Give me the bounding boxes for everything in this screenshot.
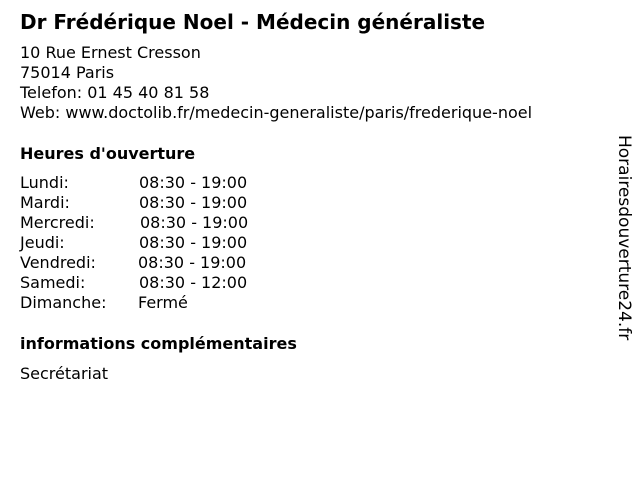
city-postcode: 75014 Paris — [20, 63, 115, 82]
day-label: Mercredi: — [20, 213, 95, 232]
time-value: 08:30 - 19:00 — [139, 193, 248, 212]
time-value: 08:30 - 19:00 — [140, 213, 249, 232]
contact-details — [20, 43, 532, 123]
time-value: 08:30 - 19:00 — [138, 253, 247, 272]
day-label: Jeudi: — [20, 233, 65, 252]
day-label: Dimanche: — [20, 293, 107, 312]
time-value: 08:30 - 19:00 — [139, 173, 248, 192]
street-address: 10 Rue Ernest Cresson — [20, 43, 201, 62]
time-value: 08:30 - 19:00 — [139, 233, 248, 252]
watermark-text: Horairesdouverture24.fr — [614, 135, 634, 341]
day-label: Mardi: — [20, 193, 70, 212]
day-label: Lundi: — [20, 173, 69, 192]
additional-info-heading: informations complémentaires — [20, 334, 297, 353]
time-value: 08:30 - 12:00 — [139, 273, 248, 292]
day-label: Vendredi: — [20, 253, 96, 272]
website: Web: www.doctolib.fr/medecin-generaliste/paris/frederique-noel — [20, 103, 533, 122]
time-value: Fermé — [138, 293, 188, 312]
site-watermark — [612, 135, 636, 345]
day-label: Samedi: — [20, 273, 86, 292]
phone-number: Telefon: 01 45 40 81 58 — [20, 83, 210, 102]
page-title: Dr Frédérique Noel - Médecin généraliste — [20, 10, 486, 34]
additional-info-text: Secrétariat — [20, 364, 109, 383]
opening-hours-heading: Heures d'ouverture — [20, 144, 196, 163]
